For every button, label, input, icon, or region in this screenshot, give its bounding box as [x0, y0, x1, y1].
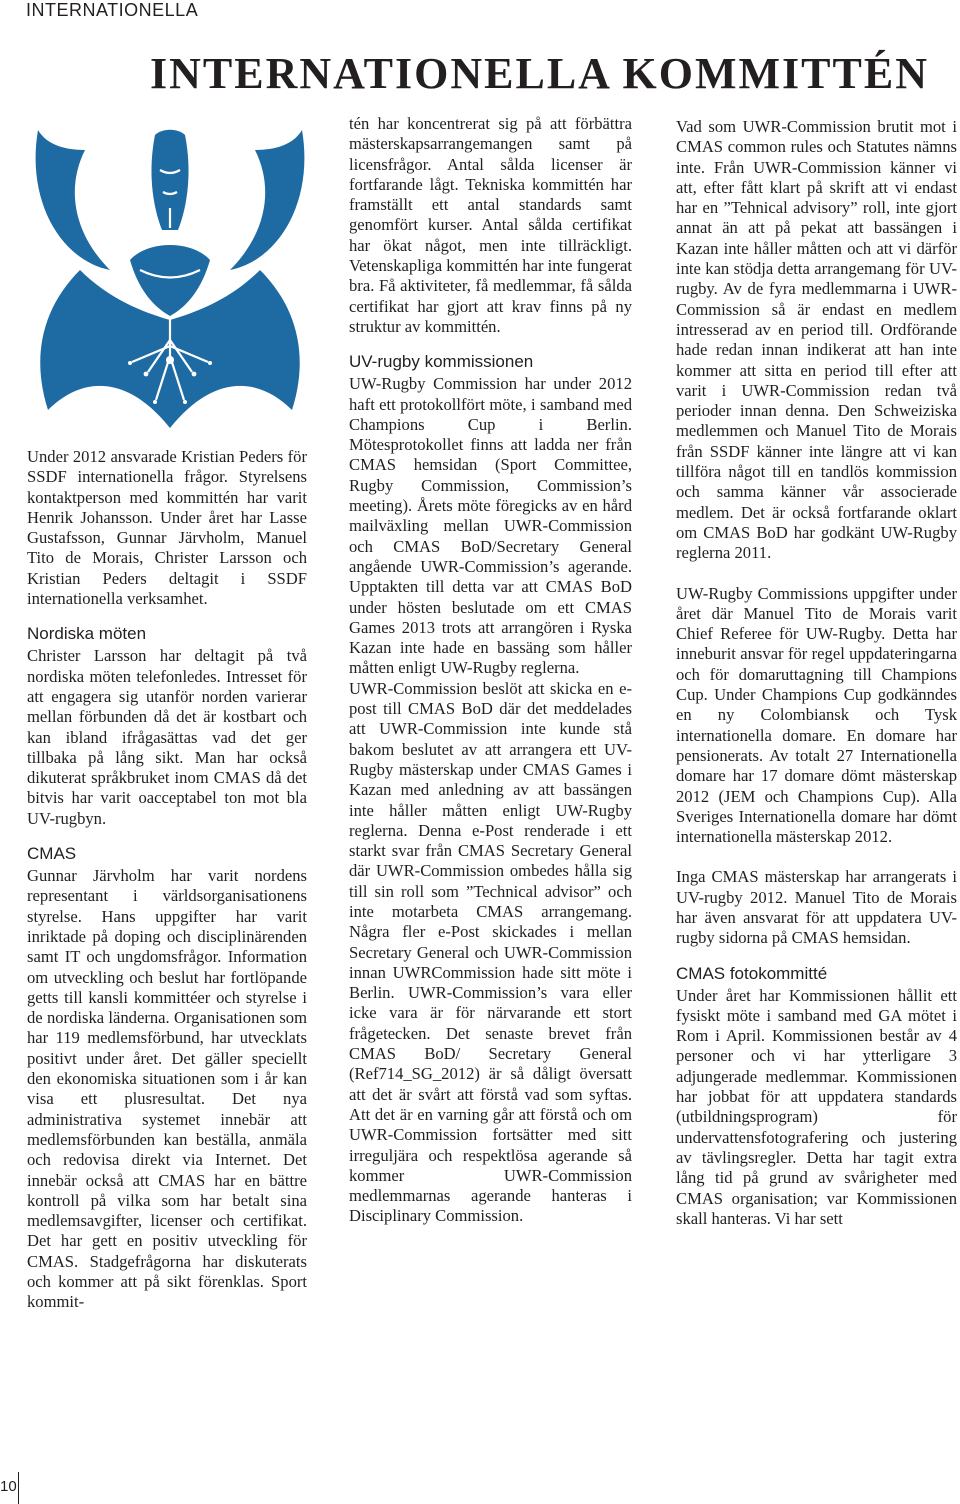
paragraph-intro: Under 2012 ansvarade Kristian Peders för SSDF internationella frågor. Styrelsens kontaktperson med kommittén har varit Henrik Johansson. Under året har Lasse Gustafsson, Gunnar Järvholm, Manuel Tito de Morais, Christer Larsson och Kristian Peders deltagit i SSDF internationella verksamhet.	[27, 447, 307, 609]
column-right	[676, 117, 957, 1229]
page-title: INTERNATIONELLA KOMMITTÉN	[150, 49, 929, 98]
paragraph-right-2: UW-Rugby Commissions uppgifter under året där Manuel Tito de Morais varit Chief Referee för UW-Rugby. Detta har inneburit ansvar för regel uppdateringarna och för domaruttagning till Champions Cup. Under Champions Cup godkänndes en ny Colombiansk och Tysk internationella domare. En domare har pensionerats. Av totalt 27 Internationella domare har 17 domare dömt mästerskap 2012 (JEM och Champions Cup). Alla Sveriges Internationella domare har dömt internationella mästerskap 2012.	[676, 583, 957, 847]
section-label: INTERNATIONELLA	[26, 0, 199, 20]
column-middle	[349, 114, 632, 1227]
column-left	[27, 447, 307, 1313]
page-divider	[18, 1472, 19, 1504]
paragraph-right-1: Vad som UWR-Commission brutit mot i CMAS common rules och Statutes nämns inte. Från UWR-Commission känner vi att, efter fått klart på skrift att vi endast har en ”Tehnical advisory” roll, inte gjort annat än att på pekat att bassängen i Kazan inte håller måtten och att vi därför inte kan stödja detta arrangemang för UV-rugby. Av de fyra medlemmarna i UWR-Commission så är endast en medlem intresserad av en period till. Ordförande hade redan innan indikerat att han inte kommer att sitta en period till efter att varit i UWR-Commission redan två perioder innan denna. Den Schweiziska medlemmen och Manuel Tito de Morais från SSDF känner inte längre att vi kan tillföra något till en tandlös kommission och samma känner vår associerade medlem. Det är också fortfarande oklart om CMAS BoD har godkänt UW-Rugby reglerna 2011.	[676, 117, 957, 563]
paragraph-right-3: Inga CMAS mästerskap har arrangerats i UV-rugby 2012. Manuel Tito de Morais har även ansvarat för att uppdatera UV-rugby sidorna på CMAS hemsidan.	[676, 867, 957, 948]
paragraph-uv-rugby-2: UWR-Commission beslöt att skicka en e-post till CMAS BoD där det meddelades att UWR-Commission inte kunde stå bakom beslutet av att arrangera ett UV-Rugby mästerskap under CMAS Games i Kazan med anledning av att bassängen inte håller måtten enligt UW-Rugby reglerna. Denna e-Post renderade i ett starkt svar från CMAS Secretary General där UWR-Commission ombedes hålla sig till sin roll som ”Technical advisor” och inte motarbeta CMAS arrangemang. Några fler e-Post skickades i mellan Secretary General och UWR-Commission innan UWRCommission hade sitt möte i Berlin. UWR-Commission’s vara eller icke vara är för närvarande ett stort frågetecken. Det senaste brevet från CMAS BoD/ Secretary General (Ref714_SG_2012) är så dåligt översatt att det är svårt att förstå vad som syftas. Att det är en varning går att förstå och om UWR-Commission fortsätter med sitt irreguljära och respektlösa agerande så kommer UWR-Commission medlemmarnas agerande hanteras i Disciplinary Commission.	[349, 678, 632, 1226]
mermaid-logo	[20, 110, 320, 430]
heading-nordiska-moten: Nordiska möten	[27, 624, 147, 644]
heading-cmas: CMAS	[27, 844, 77, 864]
heading-cmas-fotokommitte: CMAS fotokommitté	[676, 963, 828, 983]
paragraph-fotokommitte: Under året har Kommissionen hållit ett fysiskt möte i samband med GA mötet i Rom i April. Kommissionen består av 4 personer och vi har ytterligare 3 adjungerade medlemmar. Kommissionen har jobbat för att uppdatera standards (utbildningsprogram) för undervattensfotografering och justering av tävlingsregler. Detta har tagit extra lång tid på grund av svårigheter med CMAS organisation; var Kommissionen skall hanteras. Vi har sett	[676, 985, 957, 1228]
heading-uv-rugby: UV-rugby kommissionen	[349, 352, 534, 372]
paragraph-uv-rugby-1: UW-Rugby Commission har under 2012 haft ett protokollfört möte, i samband med Champions Cup i Berlin. Mötesprotokollet finns att ladda ner från CMAS hemsidan (Sport Committee, Rugby Commission, Commission’s meeting). Årets möte föregicks av en hård mailväxling mellan UWR-Commission och CMAS BoD/Secretary General angående UWR-Commission’s agerande. Upptakten till detta var att CMAS BoD under hösten beslutade om ett CMAS Games 2013 trots att arrangören i Ryska Kazan inte hade en bassäng som håller måtten enligt UW-Rugby reglerna.	[349, 374, 632, 678]
paragraph-continued: tén har koncentrerat sig på att förbättra mästerskapsarrangemangen samt på licensfrågor. Antal sålda licenser är fortfarande lågt. Tekniska kommittén har framställt ett antal standards samt genomfört kurser. Antal sålda certifikat har ökat något, men inte tillräckligt. Vetenskapliga kommittén har inte fungerat bra. Få aktiviteter, få medlemmar, få sålda certifikat har gjort att krav finns på ny struktur av kommittén.	[349, 114, 632, 336]
paragraph-cmas: Gunnar Järvholm har varit nordens representant i världsorganisationens styrelse. Hans uppgifter har varit inriktade på doping och disciplinärenden samt IT och ungdomsfrågor. Information om utveckling och beslut har fortlöpande getts till kansli kommittéer och styrelse i de nordiska länderna. Organisationen som har 119 medlemsförbund, har utvecklats positivt under året. Det gäller speciellt den ekonomiska situationen som i år kan visa ett plusresultat. Det nya administrativa systemet innebär att medlemsförbunden kan beställa, anmäla och redovisa direkt via Internet. Det innebär också att CMAS har en bättre kontroll på vilka som har betalt sina medlemsavgifter, licenser och certifikat. Det har gett en positiv utveckling för CMAS. Stadgefrågorna har diskuterats och kommer att på sikt förenklas. Sport kommit-	[27, 866, 307, 1312]
page-number: 10	[0, 1478, 17, 1495]
paragraph-nordiska: Christer Larsson har deltagit på två nordiska möten telefonledes. Intresset för att engagera sig utanför norden varierar mellan förbunden då det är kostbart och kan ibland ifrågasättas vad det ger tillbaka på lång sikt. Man har också dikuterat språkbruket inom CMAS då det bitvis har varit oacceptabel ton mot bla UV-rugbyn.	[27, 646, 307, 828]
